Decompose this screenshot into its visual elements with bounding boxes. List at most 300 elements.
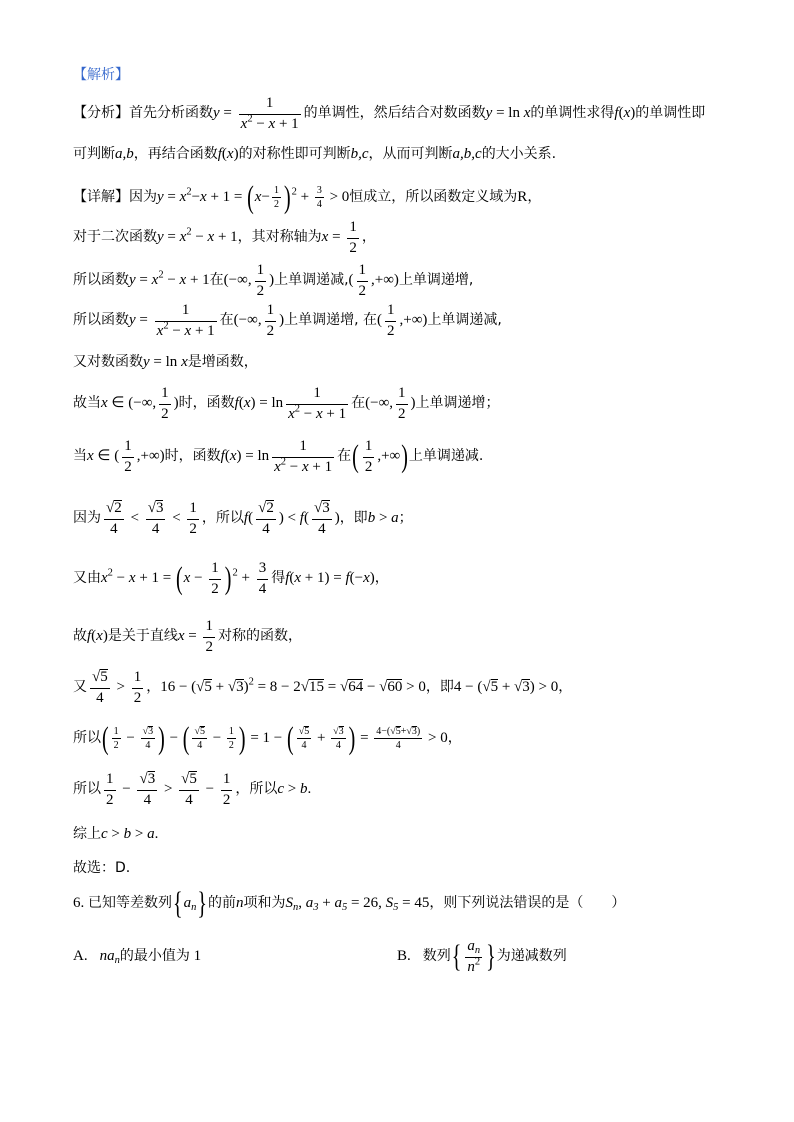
math-variable: x [623,105,631,121]
math-variable: x [87,448,94,464]
fraction-denominator [257,581,269,598]
math-symbol: ) [243,679,249,695]
text-run: 数列 [422,948,451,964]
math-symbol: − [300,405,316,422]
fraction-denominator [179,792,199,809]
fraction-numerator [465,938,482,955]
fraction-bar [385,321,397,322]
text-run: 【分析】首先分析函数 [73,105,213,121]
option-a [73,926,201,986]
fraction [363,438,375,476]
math-symbol: 2 [189,520,197,537]
math-variable: S [285,895,293,911]
text-run: 是增函数， [187,354,258,370]
math-symbol: + [296,189,313,205]
subscript: 5 [341,902,348,914]
math-symbol: > [112,679,129,695]
fraction [374,726,422,751]
fraction-numerator [112,726,121,737]
math-symbol: = √ [324,679,349,695]
superscript: 2 [280,456,287,468]
math-symbol: + √ [498,679,523,695]
math-symbol: √ [258,499,267,516]
math-symbol: 4 [262,520,270,537]
fraction-numerator [331,726,346,737]
fraction [90,669,110,707]
fraction [331,726,346,751]
math-symbol: ) = ln [250,395,284,411]
math-symbol: − [191,229,208,245]
math-variable: x [181,354,188,370]
math-symbol: 2 [222,791,231,808]
radicand: 3 [522,679,530,695]
fraction-numerator [265,302,277,319]
fraction-denominator [272,456,334,476]
math-symbol: ( [91,628,97,644]
math-symbol: + 1 [191,322,215,339]
math-variable: na [99,948,115,964]
math-symbol: ) [410,395,416,411]
fraction [297,726,312,751]
text-run: 的单调性求得 [530,105,615,121]
math-symbol: 1 [181,301,190,318]
math-symbol: = 1 − [246,730,287,746]
math-variable: x [179,229,187,245]
text-run: ， [527,189,542,205]
math-symbol: 2 [211,580,219,597]
text-run: 为递减数列 [496,948,567,964]
left-delimiter: ( [175,560,183,597]
fraction-bar [396,404,408,405]
math-variable: x [321,229,329,245]
math-symbol: 4 [335,740,341,752]
radicand: 3 [236,679,244,695]
fraction-denominator [396,406,408,423]
math-symbol: √ [92,668,101,685]
radicand: 3 [148,725,154,737]
fraction-numerator [141,726,156,737]
fraction-denominator [132,690,144,707]
fraction-bar [221,790,233,791]
text-run: 综上 [73,826,101,842]
math-variable: f [87,628,92,644]
math-symbol: 4 [395,740,401,752]
math-symbol: √ [298,725,305,737]
text-run: ，从而可判断 [368,146,453,162]
subscript: n [191,902,197,914]
math-variable: x [177,628,185,644]
math-symbol: − [118,781,135,797]
fraction-denominator [227,740,236,751]
math-symbol: − [163,272,180,288]
left-delimiter: ( [352,438,359,475]
superscript: 2 [107,567,113,579]
math-symbol: = 8 − 2√ [253,679,309,695]
math-variable: x [183,570,191,586]
math-symbol: ) [173,395,179,411]
math-symbol: 1 [106,770,114,787]
math-symbol: ( [348,272,354,288]
fraction-denominator [209,581,221,598]
fraction-numerator [104,771,116,788]
fraction-numerator [255,262,267,279]
math-variable: y [129,272,136,288]
fraction [257,560,269,598]
math-symbol: 4 [151,520,160,537]
math-symbol: 4 [185,791,193,808]
fraction-denominator [90,690,110,707]
text-run: 上单调递减, [427,312,502,328]
fraction-bar [374,738,422,739]
fraction-numerator [132,669,144,686]
math-symbol: 1 [398,384,406,401]
fraction-denominator [465,956,482,976]
math-symbol: + 1 = [135,570,175,586]
fraction [112,726,121,751]
superscript: 2 [186,186,192,198]
fraction-bar [203,637,215,638]
fraction [159,385,171,423]
math-variable: a [183,895,192,911]
detail-line [73,548,389,608]
fraction-numerator [179,771,199,788]
math-symbol: 4 [143,791,152,808]
right-delimiter: } [197,885,207,922]
math-variable: x [151,272,159,288]
math-symbol: ( [303,510,309,526]
math-symbol: 4 [318,520,326,537]
text-run: 所以函数 [73,312,129,328]
text-run: 的最小值为 [119,948,190,964]
superscript: 2 [163,320,169,332]
math-symbol: ) [102,628,108,644]
math-symbol: (−∞, [365,395,394,411]
math-variable: b,c [350,146,369,162]
math-symbol: 2 [273,199,279,211]
math-symbol: . [307,781,312,797]
math-variable: x [302,458,309,475]
math-symbol: < [126,510,143,526]
fraction-bar [272,197,281,198]
math-variable: x [229,448,237,464]
text-run: 又 [73,679,87,695]
math-symbol: 1 [349,218,357,235]
math-symbol: + 1 [322,405,347,422]
radicand: 5 [395,725,401,737]
left-delimiter: { [173,885,183,922]
math-symbol: + [313,730,330,746]
text-run: ，则下列说法错误的是（ ） [429,895,626,911]
fraction-denominator [159,406,171,423]
option-text [422,937,567,975]
math-symbol: ,+∞) [136,448,165,464]
fraction-numerator [357,262,369,279]
math-variable: x [101,395,108,411]
fraction-numerator [347,219,359,236]
right-delimiter: ) [158,720,165,757]
fraction-denominator [265,323,277,340]
math-symbol: 2 [386,322,395,339]
math-variable: x [268,115,276,132]
math-symbol: + 1 [214,229,238,245]
answer-line: 故选：D. [73,860,131,876]
text-run: 故 [73,628,87,644]
radicand: 5 [304,725,310,737]
math-symbol: √ [147,499,156,516]
fraction-numerator [239,95,301,112]
math-symbol: 1 [205,617,213,634]
text-run: 是关于直线 [107,628,178,644]
math-symbol: = [328,229,345,245]
fraction-numerator [122,438,134,455]
math-variable: x [96,628,103,644]
fraction-denominator [221,792,233,809]
left-delimiter: ( [102,720,109,757]
math-symbol: 1 [265,94,274,111]
math-symbol: ) = ln [236,448,270,464]
detail-line [73,373,500,433]
math-variable: n [235,895,244,911]
subscript: n [474,944,481,956]
text-run: 的单调性，然后结合对数函数 [303,105,486,121]
math-variable: y [157,229,164,245]
radicand: 60 [387,679,403,695]
left-delimiter: ( [287,720,294,757]
text-run: 又由 [73,570,101,586]
text-run: 在 [219,312,234,328]
fraction [104,500,124,538]
math-symbol: 1 [228,725,234,737]
math-symbol: − [122,730,139,746]
superscript: 2 [247,113,253,125]
superscript: 2 [232,567,238,579]
math-variable: x [243,395,251,411]
math-symbol: + 1 = [206,189,247,205]
math-symbol: √ [181,770,190,787]
fraction-numerator [221,771,233,788]
math-variable: x [274,458,281,475]
math-symbol: > 0 [424,730,448,746]
math-symbol: 2 [364,458,373,475]
math-variable: f [217,146,222,162]
math-symbol: ,+∞) [399,312,428,328]
math-symbol: 2 [113,740,119,752]
math-symbol: 1 [113,725,119,737]
math-variable: a [147,826,155,842]
left-delimiter: { [451,938,462,975]
option-label: B. [397,948,411,964]
fraction-numerator [146,500,166,517]
math-variable: c [277,781,285,797]
fraction-denominator [141,740,156,751]
math-symbol: = [135,272,152,288]
text-run: ； [398,510,413,526]
fraction [179,771,199,809]
math-variable: y [485,105,493,121]
fraction-bar [159,404,171,405]
fraction-numerator [256,500,276,517]
math-symbol: ( [221,146,227,162]
math-symbol: 4 [316,199,322,211]
math-symbol: = [184,628,201,644]
text-run: ， [558,679,573,695]
math-symbol: 2 [266,322,275,339]
radicand: 3 [338,725,344,737]
math-symbol: ) [630,105,636,121]
fraction-numerator [155,302,217,319]
math-symbol: ( [224,448,230,464]
math-symbol: 2 [228,740,234,752]
subscript: n [292,902,299,914]
math-variable: x [179,272,187,288]
fraction-denominator [312,521,332,538]
radicand: 64 [348,679,364,695]
option-label: A. [73,948,88,964]
math-variable: x [288,405,295,422]
math-symbol: ) [279,312,285,328]
math-symbol: ) < [278,510,300,526]
math-variable: a,b [115,146,134,162]
math-symbol: 2 [205,638,213,655]
fraction-denominator [256,521,276,538]
fraction [465,938,482,976]
math-symbol: − [112,570,129,586]
math-symbol: 2 [256,282,265,299]
text-run: 的单调性即 [635,105,706,121]
option-b [397,926,567,986]
math-symbol: 3 [258,559,267,576]
fraction-bar [347,238,359,239]
detail-line [73,488,413,548]
math-symbol: + √ [211,679,237,695]
math-symbol: = [163,189,180,205]
math-symbol: 16 − (√ [160,679,205,695]
text-run: 时，函数 [178,395,235,411]
fraction-bar [104,790,116,791]
math-variable: y [157,189,164,205]
fraction-bar [90,688,110,689]
fraction [187,500,199,538]
math-variable: b [300,781,308,797]
fraction-bar [179,790,199,791]
math-symbol: ) > 0 [529,679,559,695]
text-run: ，所以 [235,781,278,797]
math-variable: f [345,570,350,586]
math-symbol: 1 [266,301,275,318]
math-symbol: 1 [124,437,132,454]
text-run: ， [361,229,376,245]
fraction-bar [297,738,312,739]
fraction [122,438,134,476]
text-run: 上单调递增, 在 [284,312,377,328]
fraction-bar [256,519,276,520]
math-symbol: − [168,322,185,339]
fraction-bar [255,281,267,282]
math-variable: x [316,405,323,422]
math-symbol: − [201,781,218,797]
math-symbol: + [237,570,254,586]
fraction [132,669,144,707]
fraction [256,500,276,538]
math-symbol: 1 [161,384,169,401]
fraction [137,771,157,809]
math-symbol: = ln [492,105,524,121]
math-symbol: +√ [400,725,412,737]
fraction-bar [104,519,124,520]
radicand: 5 [490,679,499,695]
fraction-denominator [286,403,348,423]
math-symbol: > 0 [325,189,350,205]
text-run: 又对数函数 [73,354,143,370]
math-symbol: √ [333,725,339,737]
question-stem [73,873,625,933]
fraction [221,771,233,809]
superscript: 2 [186,226,192,238]
math-symbol: 1 [358,261,367,278]
fraction-numerator [104,500,124,517]
math-symbol: 1 [211,559,219,576]
radicand: 3 [155,499,164,516]
fraction-numerator [374,726,422,737]
text-run: 所以函数 [73,272,129,288]
math-symbol: 1 [386,301,395,318]
fraction-numerator [159,385,171,402]
right-delimiter: ) [238,720,246,757]
fraction-denominator [385,323,397,340]
text-run: 所以 [73,781,101,797]
text-run: 得 [271,570,286,586]
math-variable: f [220,448,225,464]
math-variable: x [184,322,192,339]
math-variable: f [234,395,239,411]
math-variable: b [367,510,376,526]
text-run: 所以 [73,730,101,746]
math-variable: f [614,105,619,121]
math-symbol: 4 [96,689,104,706]
math-variable: y [129,312,136,328]
fraction-bar [315,197,324,198]
math-symbol: ( [238,395,244,411]
math-symbol: + 1 [308,458,333,475]
math-symbol: 3 [316,184,322,196]
radicand: 5 [204,679,212,695]
math-symbol: = [219,105,236,121]
superscript: 2 [474,956,481,968]
text-run: 【详解】因为 [73,189,157,205]
math-symbol: 2 [358,282,367,299]
math-symbol: = 26, [347,895,386,911]
fraction-denominator [192,740,207,751]
math-symbol: > [131,826,148,842]
math-symbol: = [135,312,152,328]
math-variable: a [305,895,314,911]
fraction [192,726,207,751]
math-symbol: 1 [273,184,279,196]
fraction-bar [357,281,369,282]
fraction-denominator [187,521,199,538]
right-delimiter: ) [348,720,356,757]
option-text [99,948,202,967]
text-run: ，其对称轴为 [237,229,322,245]
math-symbol: = 45 [398,895,430,911]
math-symbol: = ln [149,354,182,370]
radicand: 2 [114,499,122,516]
math-symbol: √ [139,770,148,787]
text-run: ，即 [425,679,454,695]
math-symbol: = [356,730,373,746]
text-run: 在 [337,448,352,464]
math-symbol: 2 [133,689,142,706]
